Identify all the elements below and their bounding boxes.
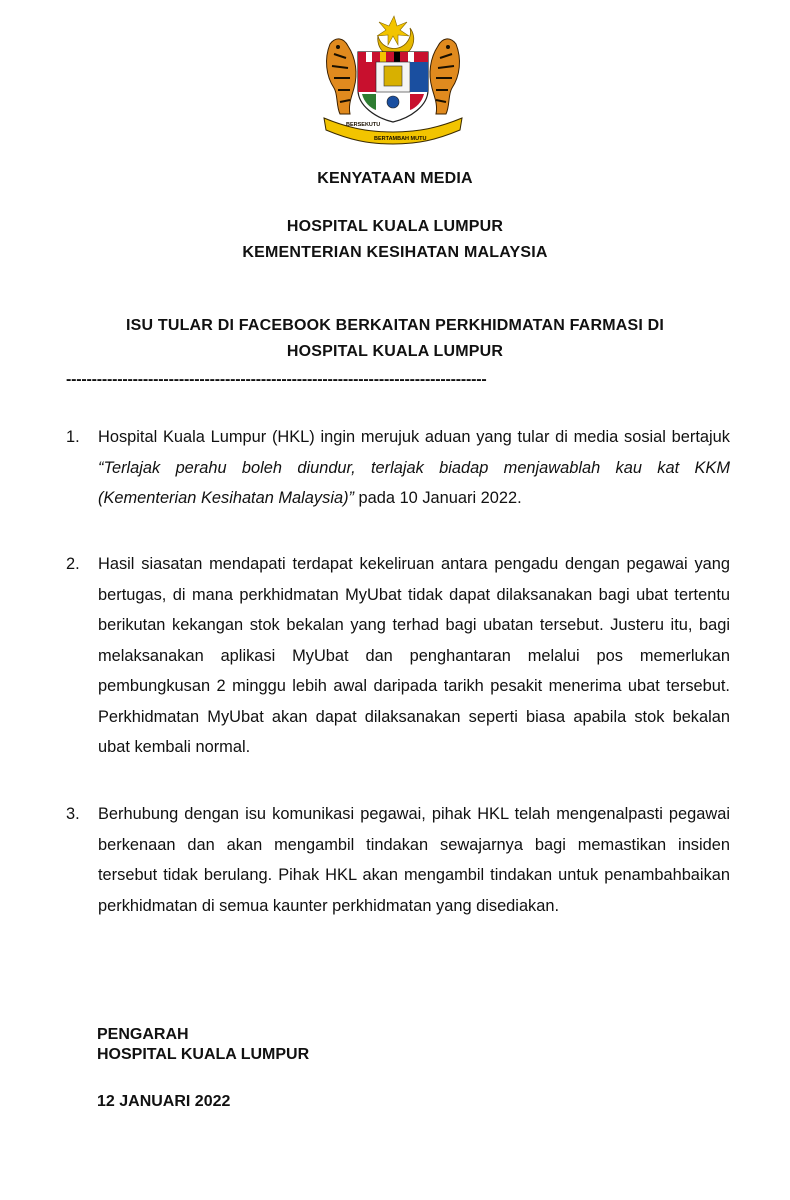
paragraph-text-date: pada 10 Januari 2022.	[354, 489, 522, 507]
viral-post-title-quote: “Terlajak perahu boleh diundur, terlajak biadap menjawablah kau kat KKM (Kementerian Kesihatan Malaysia)”	[98, 458, 730, 507]
paragraph-text: Hasil siasatan mendapati terdapat kekeliruan antara pengadu dengan pegawai yang bertugas, di mana perkhidmatan MyUbat tidak dapat dilaksanakan bagi ubat tertentu berikutan kekangan stok bekalan yang terhad bagi ubatan tersebut. Justeru itu, bagi melaksanakan aplikasi MyUbat dan penghantaran melalui pos memerlukan pembungkusan 2 minggu lebih awal daripada tarikh pesakit menerima ubat tersebut. Perkhidmatan MyUbat akan dapat dilaksanakan seperti biasa apabila stok bekalan ubat kembali normal.	[98, 555, 730, 756]
paragraph-1	[66, 422, 730, 514]
statement-type-heading: KENYATAAN MEDIA	[317, 170, 473, 187]
signatory-role: PENGARAH	[97, 1026, 189, 1043]
statement-title-line-1: ISU TULAR DI FACEBOOK BERKAITAN PERKHIDMATAN FARMASI DI	[125, 317, 665, 334]
paragraph-text: Berhubung dengan isu komunikasi pegawai, pihak HKL telah mengenalpasti pegawai berkenaan dan akan mengambil tindakan sewajarnya bagi memastikan insiden tersebut tidak berulang. Pihak HKL akan mengambil tindakan untuk penambahbaikan perkhidmatan di semua kaunter perkhidmatan yang disediakan.	[98, 805, 730, 915]
paragraph-number: 1.	[66, 428, 80, 446]
paragraph-text-intro: Hospital Kuala Lumpur (HKL) ingin merujuk aduan yang tular di media sosial bertajuk	[98, 428, 730, 446]
paragraph-2	[66, 549, 730, 763]
hospital-name-heading: HOSPITAL KUALA LUMPUR	[286, 218, 504, 235]
paragraph-number: 3.	[66, 805, 80, 823]
paragraph-3	[66, 799, 730, 921]
signatory-organisation: HOSPITAL KUALA LUMPUR	[97, 1046, 310, 1063]
paragraph-number: 2.	[66, 555, 80, 573]
statement-date: 12 JANUARI 2022	[97, 1093, 231, 1110]
dashed-separator: ----------------------------------------------------------------------------------	[66, 371, 487, 388]
coat-of-arms-logo	[318, 14, 468, 149]
svg-text:BERSEKUTU: BERSEKUTU	[346, 122, 381, 128]
ministry-name-heading: KEMENTERIAN KESIHATAN MALAYSIA	[242, 244, 548, 261]
statement-title-line-2: HOSPITAL KUALA LUMPUR	[286, 343, 504, 360]
paragraph-text	[98, 422, 730, 514]
svg-text:BERTAMBAH MUTU: BERTAMBAH MUTU	[374, 136, 427, 142]
